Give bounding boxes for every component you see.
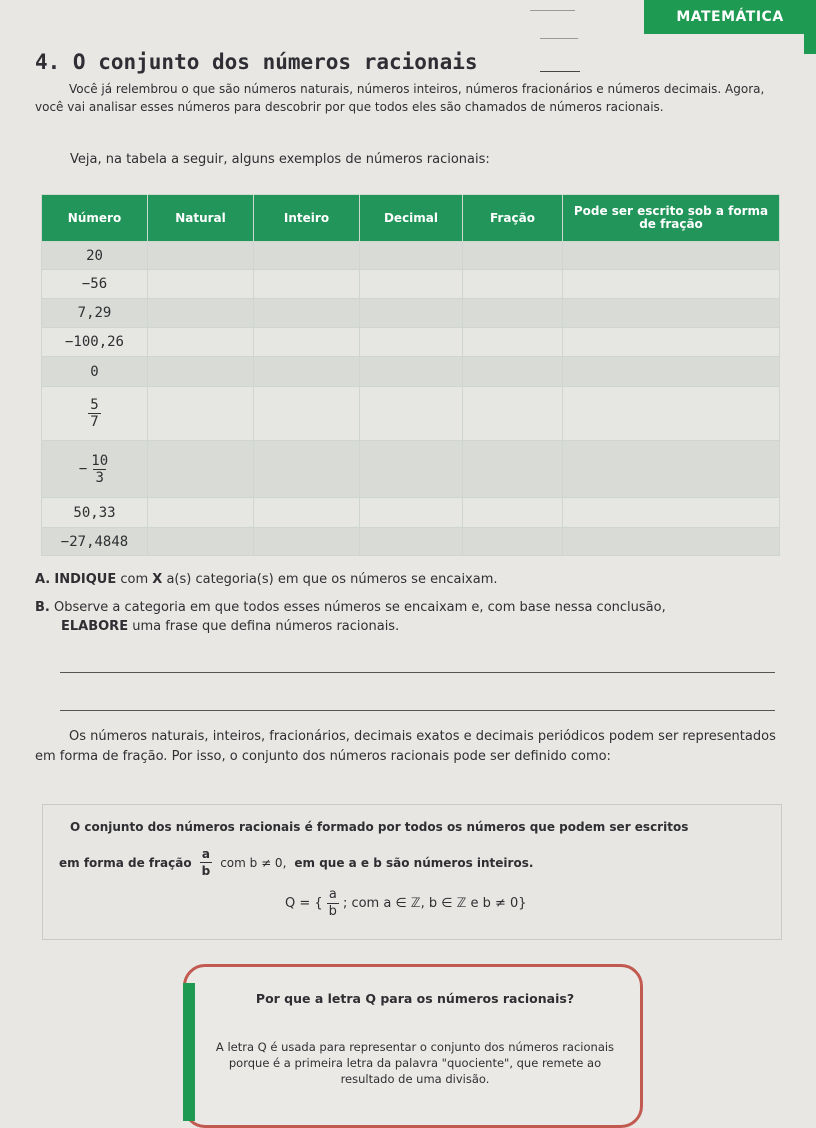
fracao-check-cell[interactable] bbox=[463, 441, 563, 498]
natural-check-cell[interactable] bbox=[148, 498, 254, 528]
question-text: com bbox=[120, 572, 149, 587]
answer-line[interactable] bbox=[60, 672, 775, 673]
table-row bbox=[42, 299, 780, 328]
number-cell: −27,4848 bbox=[42, 528, 148, 556]
natural-check-cell[interactable] bbox=[148, 299, 254, 328]
table-row bbox=[42, 270, 780, 299]
intro-paragraph bbox=[35, 80, 770, 116]
number-cell: 0 bbox=[42, 357, 148, 387]
definition-line: O conjunto dos números racionais é formado por todos os números que podem ser escritos bbox=[70, 820, 689, 834]
fracao-check-cell[interactable] bbox=[463, 357, 563, 387]
denominator: b bbox=[328, 904, 337, 919]
natural-check-cell[interactable] bbox=[148, 357, 254, 387]
set-suffix: ; com a ∈ ℤ, b ∈ ℤ e b ≠ 0} bbox=[342, 896, 527, 911]
natural-check-cell[interactable] bbox=[148, 270, 254, 299]
natural-check-cell[interactable] bbox=[148, 242, 254, 270]
question-a bbox=[35, 570, 780, 589]
decorative-line bbox=[540, 38, 578, 39]
inteiro-check-cell[interactable] bbox=[254, 299, 360, 328]
forma-fracao-check-cell[interactable] bbox=[563, 328, 780, 357]
question-letter: B. bbox=[35, 600, 50, 615]
table-row bbox=[42, 441, 780, 498]
question-text: a(s) categoria(s) em que os números se encaixam. bbox=[166, 572, 498, 587]
question-verb: ELABORE bbox=[61, 619, 129, 634]
decimal-check-cell[interactable] bbox=[360, 387, 463, 441]
fraction-a-over-b bbox=[327, 887, 339, 920]
decimal-check-cell[interactable] bbox=[360, 498, 463, 528]
question-verb: INDIQUE bbox=[54, 572, 117, 587]
col-decimal: Decimal bbox=[360, 195, 463, 242]
col-forma-fracao: Pode ser escrito sob a forma de fração bbox=[563, 195, 780, 242]
numerator: 10 bbox=[91, 452, 109, 469]
decimal-check-cell[interactable] bbox=[360, 328, 463, 357]
fraction bbox=[88, 397, 100, 430]
number-cell bbox=[42, 387, 148, 441]
fracao-check-cell[interactable] bbox=[463, 387, 563, 441]
natural-check-cell[interactable] bbox=[148, 441, 254, 498]
fracao-check-cell[interactable] bbox=[463, 242, 563, 270]
title-rule bbox=[540, 71, 580, 72]
decorative-line bbox=[530, 10, 575, 11]
fracao-check-cell[interactable] bbox=[463, 299, 563, 328]
denominator: b bbox=[201, 864, 211, 878]
subject-badge: MATEMÁTICA bbox=[644, 0, 816, 34]
natural-check-cell[interactable] bbox=[148, 328, 254, 357]
set-notation bbox=[285, 887, 527, 920]
table-row bbox=[42, 528, 780, 556]
natural-check-cell[interactable] bbox=[148, 528, 254, 556]
col-natural: Natural bbox=[148, 195, 254, 242]
forma-fracao-check-cell[interactable] bbox=[563, 528, 780, 556]
denominator: 3 bbox=[95, 469, 104, 486]
fracao-check-cell[interactable] bbox=[463, 498, 563, 528]
explanation-text: Os números naturais, inteiros, fracionários, decimais exatos e decimais periódicos podem ser representados em forma de fração. Por isso, o conjunto dos números racionais pode ser definido como: bbox=[35, 729, 776, 764]
decimal-check-cell[interactable] bbox=[360, 357, 463, 387]
inteiro-check-cell[interactable] bbox=[254, 242, 360, 270]
number-cell: 7,29 bbox=[42, 299, 148, 328]
fracao-check-cell[interactable] bbox=[463, 528, 563, 556]
table-header-row bbox=[42, 195, 780, 242]
question-text: Observe a categoria em que todos esses números se encaixam e, com base nessa conclusão, bbox=[54, 600, 666, 615]
natural-check-cell[interactable] bbox=[148, 387, 254, 441]
callout-title: Por que a letra Q para os números racionais? bbox=[255, 991, 575, 1006]
inteiro-check-cell[interactable] bbox=[254, 498, 360, 528]
question-b bbox=[35, 598, 780, 636]
forma-fracao-check-cell[interactable] bbox=[563, 299, 780, 328]
fraction-a-over-b bbox=[200, 846, 213, 879]
rational-numbers-table bbox=[41, 194, 780, 556]
minus-sign: − bbox=[78, 461, 88, 477]
number-cell: 50,33 bbox=[42, 498, 148, 528]
forma-fracao-check-cell[interactable] bbox=[563, 387, 780, 441]
condition-text: com b ≠ 0, bbox=[220, 855, 287, 870]
forma-fracao-check-cell[interactable] bbox=[563, 270, 780, 299]
number-cell: −100,26 bbox=[42, 328, 148, 357]
decimal-check-cell[interactable] bbox=[360, 242, 463, 270]
table-row bbox=[42, 498, 780, 528]
section-title: 4. O conjunto dos números racionais bbox=[35, 50, 478, 74]
col-fracao: Fração bbox=[463, 195, 563, 242]
definition-text: em forma de fração bbox=[59, 855, 192, 870]
table-row bbox=[42, 328, 780, 357]
set-prefix: Q = { bbox=[285, 896, 323, 911]
fraction bbox=[89, 453, 110, 486]
number-cell: −56 bbox=[42, 270, 148, 299]
inteiro-check-cell[interactable] bbox=[254, 441, 360, 498]
definition-text: em que a e b são números inteiros. bbox=[294, 855, 534, 870]
question-continuation bbox=[35, 617, 780, 636]
col-numero: Número bbox=[42, 195, 148, 242]
number-cell: 20 bbox=[42, 242, 148, 270]
forma-fracao-check-cell[interactable] bbox=[563, 498, 780, 528]
table-row bbox=[42, 242, 780, 270]
question-letter: A. bbox=[35, 572, 51, 587]
numerator: 5 bbox=[90, 397, 99, 413]
table-intro: Veja, na tabela a seguir, alguns exemplos de números racionais: bbox=[70, 152, 490, 167]
badge-tab bbox=[804, 34, 816, 54]
intro-text: Você já relembrou o que são números naturais, números inteiros, números fracionários e números decimais. Agora, você vai analisar esses números para descobrir por que todos eles são chamados de números racionais. bbox=[35, 82, 765, 114]
inteiro-check-cell[interactable] bbox=[254, 357, 360, 387]
inteiro-check-cell[interactable] bbox=[254, 528, 360, 556]
fracao-check-cell[interactable] bbox=[463, 270, 563, 299]
callout-accent-bar bbox=[183, 983, 195, 1121]
callout-body: A letra Q é usada para representar o conjunto dos números racionais porque é a primeira letra da palavra "quociente", que remete ao resultado de uma divisão. bbox=[215, 1040, 615, 1086]
fracao-check-cell[interactable] bbox=[463, 328, 563, 357]
question-text: uma frase que defina números racionais. bbox=[132, 619, 400, 634]
table-row bbox=[42, 357, 780, 387]
explanation-paragraph bbox=[35, 727, 780, 767]
forma-fracao-check-cell[interactable] bbox=[563, 357, 780, 387]
denominator: 7 bbox=[90, 414, 99, 430]
forma-fracao-check-cell[interactable] bbox=[563, 242, 780, 270]
definition-line bbox=[59, 846, 533, 879]
decimal-check-cell[interactable] bbox=[360, 299, 463, 328]
answer-line[interactable] bbox=[60, 710, 775, 711]
decimal-check-cell[interactable] bbox=[360, 441, 463, 498]
forma-fracao-check-cell[interactable] bbox=[563, 441, 780, 498]
mark-symbol: X bbox=[152, 572, 163, 587]
inteiro-check-cell[interactable] bbox=[254, 328, 360, 357]
inteiro-check-cell[interactable] bbox=[254, 387, 360, 441]
numerator: a bbox=[328, 887, 337, 902]
inteiro-check-cell[interactable] bbox=[254, 270, 360, 299]
decimal-check-cell[interactable] bbox=[360, 270, 463, 299]
numerator: a bbox=[201, 847, 210, 861]
number-cell bbox=[42, 441, 148, 498]
col-inteiro: Inteiro bbox=[254, 195, 360, 242]
table-row bbox=[42, 387, 780, 441]
decimal-check-cell[interactable] bbox=[360, 528, 463, 556]
